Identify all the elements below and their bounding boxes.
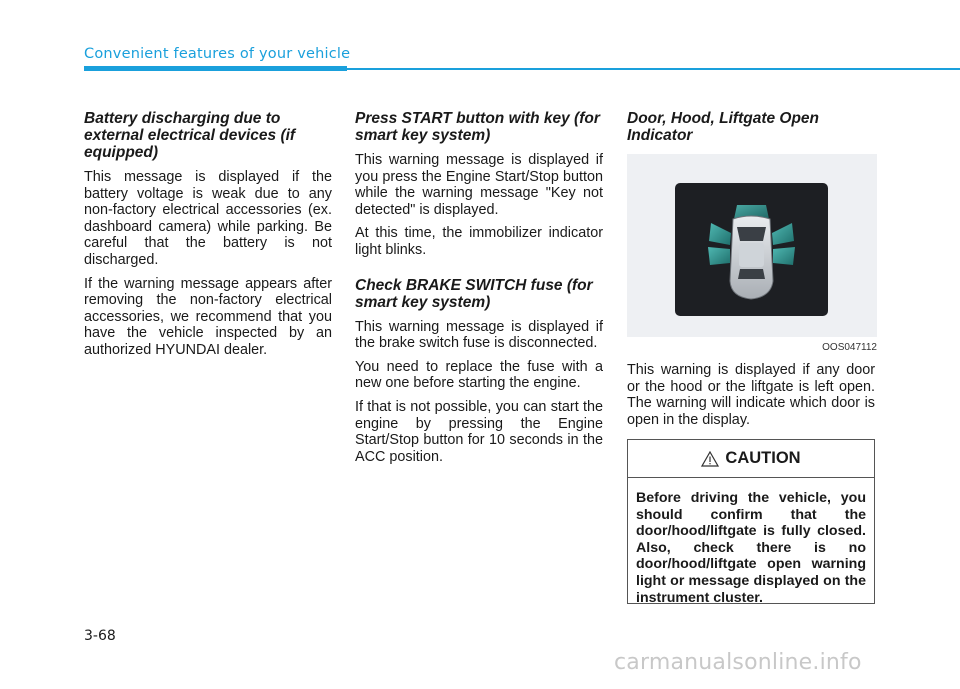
heading-battery-discharging: Battery discharging due to external electrical devices (if equipped) — [84, 110, 296, 161]
caution-title: CAUTION — [725, 449, 801, 467]
door-indicator-figure — [627, 154, 877, 353]
paragraph-battery-2: If the warning message appears after removing the non-factory electrical accessories, we recommend that you have the vehicle inspected by an authorized HYUNDAI dealer. — [84, 275, 332, 358]
caution-text: Before driving the vehicle, you should confirm that the door/hood/liftgate is fully closed. Also, check there is no door/hood/liftgate open warning light or message displayed on the instrument cluster. — [636, 490, 866, 606]
section-header-title: Convenient features of your vehicle — [84, 46, 351, 62]
paragraph-brake-2: You need to replace the fuse with a new one before starting the engine. — [355, 358, 603, 392]
caution-box — [627, 439, 875, 604]
car-doors-open-icon — [675, 183, 828, 316]
heading-press-start: Press START button with key (for smart key system) — [355, 110, 600, 144]
paragraph-door-indicator: This warning is displayed if any door or the hood or the liftgate is left open. The warning will indicate which door is open in the display. — [627, 362, 875, 428]
paragraph-brake-3: If that is not possible, you can start the engine by pressing the Engine Start/Stop button for 10 seconds in the ACC position. — [355, 398, 603, 465]
paragraph-battery-1: This message is displayed if the battery voltage is weak due to any non-factory electrical accessories (ex. dashboard camera) while parking. Be careful that the battery is not discharged. — [84, 169, 332, 268]
header-rule — [347, 68, 960, 70]
header-accent-bar — [84, 66, 347, 71]
page-number: 3-68 — [84, 628, 116, 644]
heading-brake-switch: Check BRAKE SWITCH fuse (for smart key system) — [355, 276, 593, 311]
cluster-display — [675, 183, 828, 316]
figure-caption: OOS047112 — [822, 342, 877, 353]
column-door-indicator — [627, 110, 875, 435]
warning-triangle-icon — [701, 451, 719, 467]
caution-header — [628, 440, 874, 478]
paragraph-press-start-2: At this time, the immobilizer indicator light blinks. — [355, 225, 603, 258]
paragraph-press-start-1: This warning message is displayed if you press the Engine Start/Stop button while the warning message "Key not detected" is displayed. — [355, 152, 603, 218]
paragraph-brake-1: This warning message is displayed if the brake switch fuse is disconnected. — [355, 318, 603, 352]
watermark-text: carmanualsonline.info — [614, 650, 862, 675]
column-start-brake — [355, 110, 603, 472]
heading-door-hood-liftgate: Door, Hood, Liftgate Open Indicator — [627, 110, 820, 144]
column-battery — [84, 110, 332, 366]
